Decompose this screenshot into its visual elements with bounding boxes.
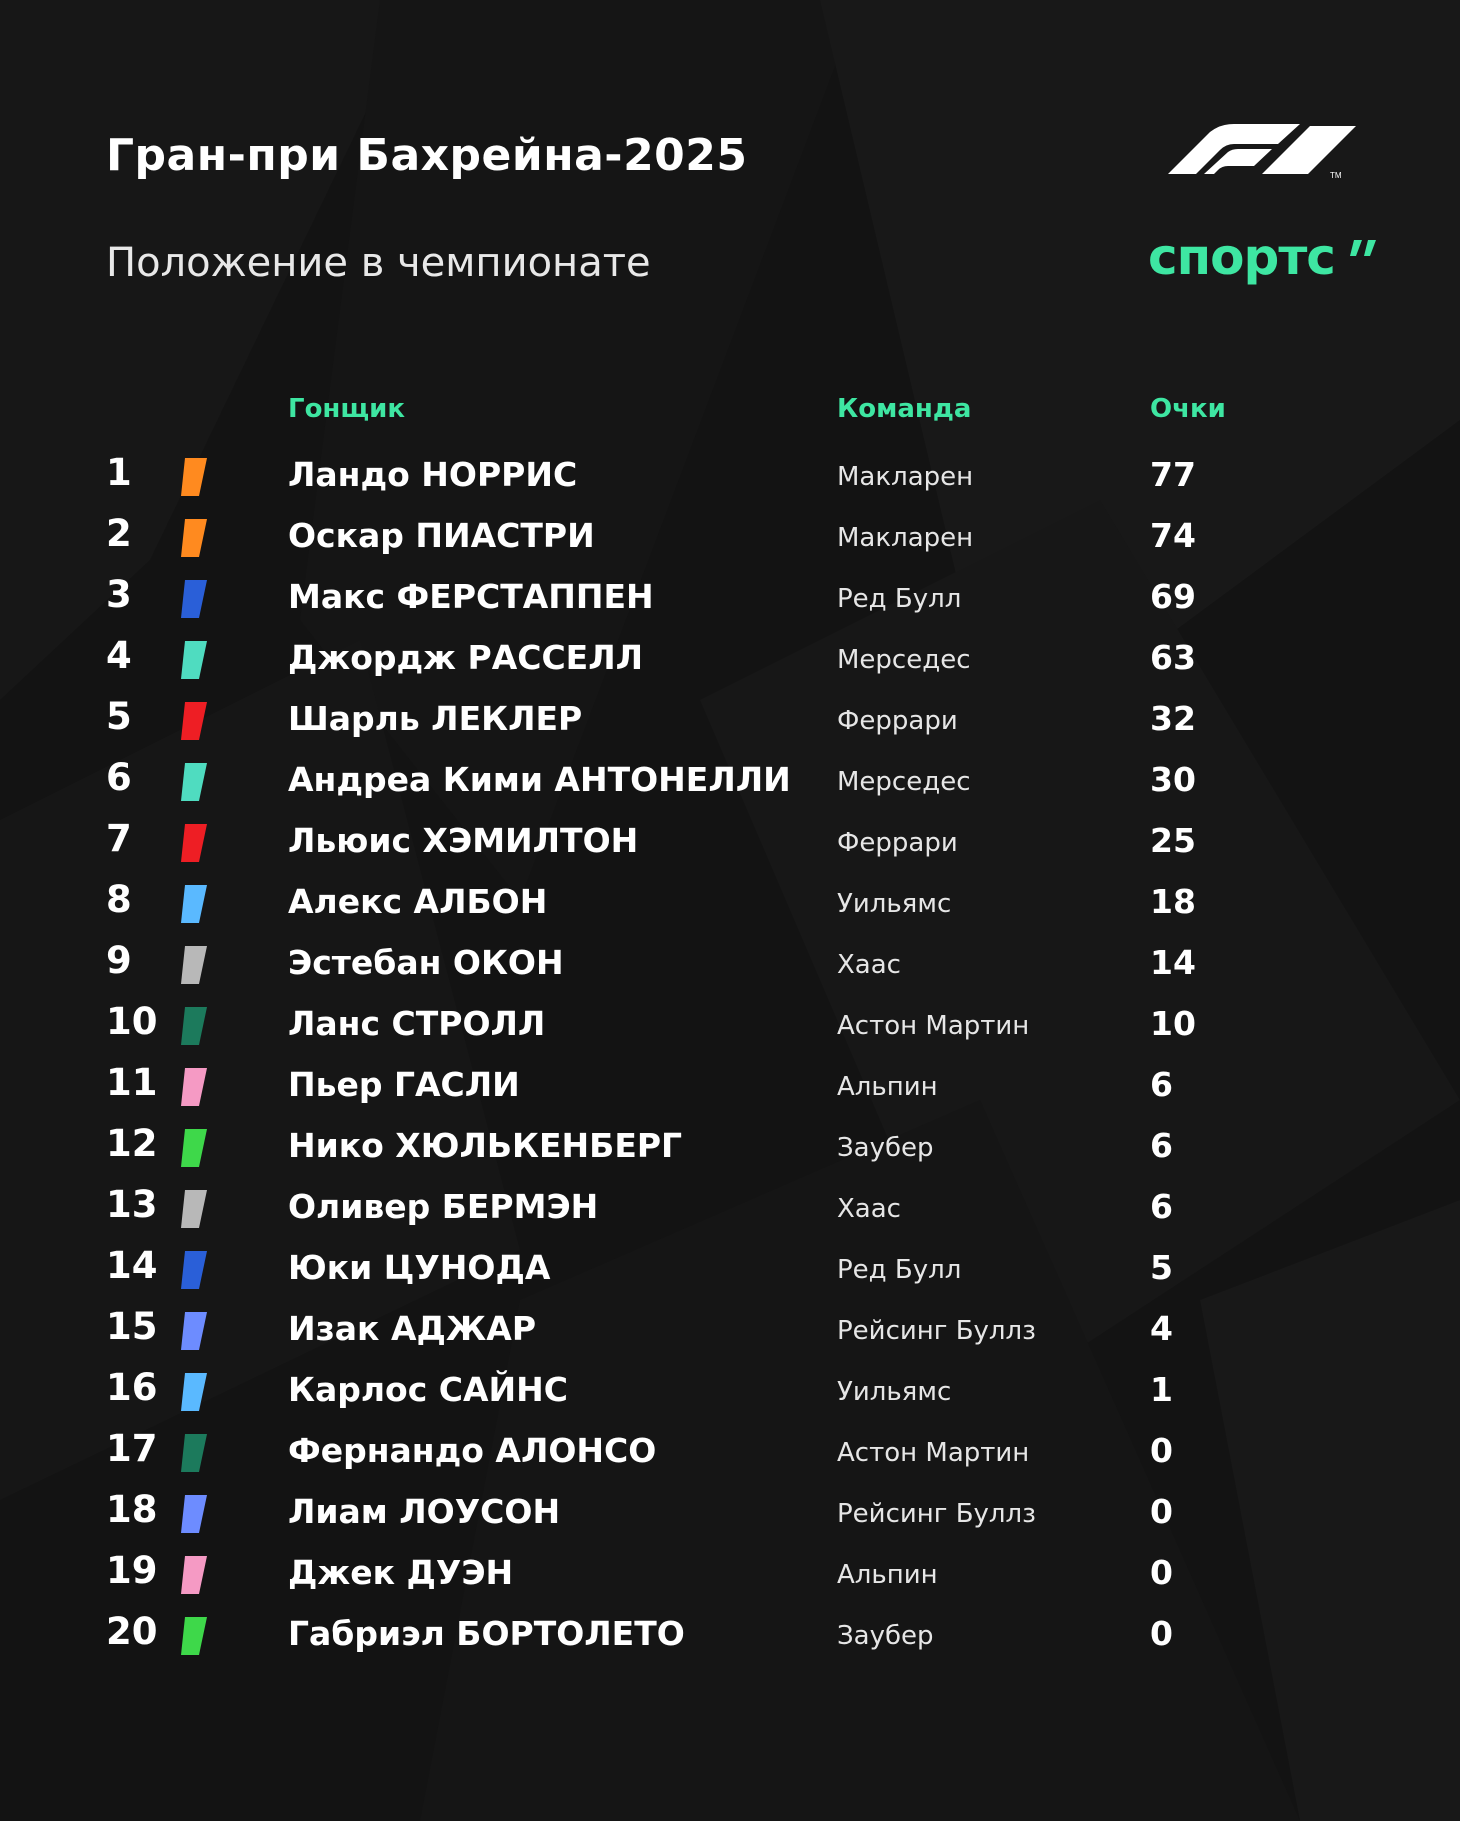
- f1-logo-icon: [1150, 122, 1360, 178]
- team-color-marker-icon: [181, 580, 207, 618]
- team-name: Мерседес: [837, 645, 971, 675]
- driver-name: Изак АДЖАР: [288, 1309, 536, 1348]
- points-value: 63: [1150, 638, 1196, 677]
- table-row: [0, 1365, 1460, 1426]
- brand-quote-icon: [1350, 240, 1378, 256]
- team-color-marker-icon: [181, 702, 207, 740]
- team-color-marker-icon: [181, 763, 207, 801]
- team-color-marker-icon: [181, 1068, 207, 1106]
- team-name: Феррари: [837, 828, 958, 858]
- position-number: 5: [106, 695, 132, 738]
- page-subtitle: Положение в чемпионате: [106, 240, 651, 286]
- team-color-marker-icon: [181, 1434, 207, 1472]
- team-name: Макларен: [837, 523, 974, 553]
- points-value: 6: [1150, 1065, 1173, 1104]
- driver-name: Юки ЦУНОДА: [288, 1248, 551, 1287]
- table-row: [0, 633, 1460, 694]
- team-color-marker-icon: [181, 885, 207, 923]
- points-value: 14: [1150, 943, 1196, 982]
- team-color-marker-icon: [181, 1373, 207, 1411]
- points-value: 1: [1150, 1370, 1173, 1409]
- driver-name: Эстебан ОКОН: [288, 943, 564, 982]
- position-number: 18: [106, 1488, 158, 1531]
- position-number: 2: [106, 512, 132, 555]
- page-title: Гран-при Бахрейна-2025: [106, 130, 748, 181]
- team-name: Уильямс: [837, 1377, 952, 1407]
- driver-name: Оливер БЕРМЭН: [288, 1187, 599, 1226]
- table-row: [0, 511, 1460, 572]
- position-number: 20: [106, 1610, 158, 1653]
- driver-name: Фернандо АЛОНСО: [288, 1431, 657, 1470]
- team-name: Рейсинг Буллз: [837, 1316, 1036, 1346]
- team-name: Макларен: [837, 462, 974, 492]
- team-name: Феррари: [837, 706, 958, 736]
- position-number: 3: [106, 573, 132, 616]
- team-name: Астон Мартин: [837, 1011, 1030, 1041]
- table-row: [0, 1182, 1460, 1243]
- points-value: 30: [1150, 760, 1196, 799]
- driver-name: Пьер ГАСЛИ: [288, 1065, 520, 1104]
- position-number: 19: [106, 1549, 158, 1592]
- driver-name: Алекс АЛБОН: [288, 882, 548, 921]
- team-name: Заубер: [837, 1133, 934, 1163]
- position-number: 14: [106, 1244, 158, 1287]
- table-row: [0, 1304, 1460, 1365]
- points-value: 25: [1150, 821, 1196, 860]
- points-value: 77: [1150, 455, 1196, 494]
- driver-name: Макс ФЕРСТАППЕН: [288, 577, 654, 616]
- team-color-marker-icon: [181, 641, 207, 679]
- table-row: [0, 816, 1460, 877]
- points-value: 0: [1150, 1614, 1173, 1653]
- position-number: 1: [106, 451, 132, 494]
- team-name: Хаас: [837, 1194, 901, 1224]
- position-number: 12: [106, 1122, 158, 1165]
- points-value: 32: [1150, 699, 1196, 738]
- driver-name: Андреа Кими АНТОНЕЛЛИ: [288, 760, 791, 799]
- position-number: 15: [106, 1305, 158, 1348]
- driver-name: Джордж РАССЕЛЛ: [288, 638, 644, 677]
- standings-table: [0, 450, 1460, 1670]
- table-row: [0, 450, 1460, 511]
- driver-name: Карлос САЙНС: [288, 1370, 568, 1409]
- position-number: 10: [106, 1000, 158, 1043]
- table-row: [0, 1060, 1460, 1121]
- team-name: Уильямс: [837, 889, 952, 919]
- team-name: Рейсинг Буллз: [837, 1499, 1036, 1529]
- points-value: 4: [1150, 1309, 1173, 1348]
- position-number: 9: [106, 939, 132, 982]
- team-name: Мерседес: [837, 767, 971, 797]
- table-row: [0, 755, 1460, 816]
- driver-name: Шарль ЛЕКЛЕР: [288, 699, 583, 738]
- position-number: 11: [106, 1061, 158, 1104]
- svg-text:TM: TM: [1330, 171, 1342, 178]
- team-name: Ред Булл: [837, 1255, 962, 1285]
- points-value: 6: [1150, 1187, 1173, 1226]
- position-number: 16: [106, 1366, 158, 1409]
- column-header-points: Очки: [1150, 394, 1226, 424]
- driver-name: Джек ДУЭН: [288, 1553, 514, 1592]
- driver-name: Оскар ПИАСТРИ: [288, 516, 595, 555]
- team-name: Заубер: [837, 1621, 934, 1651]
- driver-name: Льюис ХЭМИЛТОН: [288, 821, 639, 860]
- table-row: [0, 877, 1460, 938]
- team-color-marker-icon: [181, 458, 207, 496]
- team-color-marker-icon: [181, 519, 207, 557]
- team-color-marker-icon: [181, 824, 207, 862]
- driver-name: Ланс СТРОЛЛ: [288, 1004, 546, 1043]
- points-value: 10: [1150, 1004, 1196, 1043]
- points-value: 0: [1150, 1431, 1173, 1470]
- table-row: [0, 1609, 1460, 1670]
- column-header-team: Команда: [837, 394, 972, 424]
- team-name: Альпин: [837, 1072, 938, 1102]
- points-value: 69: [1150, 577, 1196, 616]
- team-name: Ред Булл: [837, 584, 962, 614]
- team-name: Хаас: [837, 950, 901, 980]
- team-name: Астон Мартин: [837, 1438, 1030, 1468]
- team-color-marker-icon: [181, 1007, 207, 1045]
- driver-name: Ландо НОРРИС: [288, 455, 578, 494]
- table-row: [0, 572, 1460, 633]
- table-row: [0, 1548, 1460, 1609]
- table-row: [0, 938, 1460, 999]
- position-number: 13: [106, 1183, 158, 1226]
- sports-brand-logo: [1148, 228, 1335, 286]
- table-row: [0, 1426, 1460, 1487]
- points-value: 74: [1150, 516, 1196, 555]
- position-number: 7: [106, 817, 132, 860]
- points-value: 0: [1150, 1553, 1173, 1592]
- points-value: 5: [1150, 1248, 1173, 1287]
- table-row: [0, 999, 1460, 1060]
- position-number: 8: [106, 878, 132, 921]
- table-row: [0, 694, 1460, 755]
- table-row: [0, 1487, 1460, 1548]
- team-color-marker-icon: [181, 1556, 207, 1594]
- team-color-marker-icon: [181, 946, 207, 984]
- team-color-marker-icon: [181, 1251, 207, 1289]
- team-color-marker-icon: [181, 1312, 207, 1350]
- points-value: 6: [1150, 1126, 1173, 1165]
- team-color-marker-icon: [181, 1190, 207, 1228]
- position-number: 6: [106, 756, 132, 799]
- driver-name: Лиам ЛОУСОН: [288, 1492, 561, 1531]
- points-value: 18: [1150, 882, 1196, 921]
- driver-name: Габриэл БОРТОЛЕТО: [288, 1614, 685, 1653]
- position-number: 17: [106, 1427, 158, 1470]
- team-color-marker-icon: [181, 1617, 207, 1655]
- points-value: 0: [1150, 1492, 1173, 1531]
- brand-text: спортс: [1148, 228, 1335, 286]
- table-row: [0, 1243, 1460, 1304]
- team-color-marker-icon: [181, 1129, 207, 1167]
- position-number: 4: [106, 634, 132, 677]
- table-row: [0, 1121, 1460, 1182]
- column-header-driver: Гонщик: [288, 394, 405, 424]
- team-color-marker-icon: [181, 1495, 207, 1533]
- driver-name: Нико ХЮЛЬКЕНБЕРГ: [288, 1126, 683, 1165]
- team-name: Альпин: [837, 1560, 938, 1590]
